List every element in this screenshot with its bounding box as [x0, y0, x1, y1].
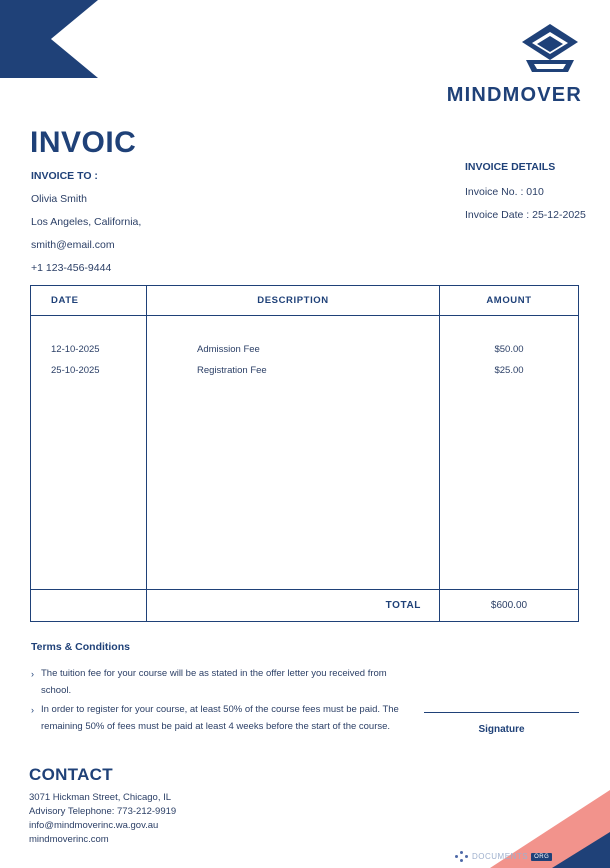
column-header-amount: AMOUNT [486, 295, 532, 306]
terms-item-text: The tuition fee for your course will be as stated in the offer letter you received from school. [41, 668, 387, 696]
contact-phone: Advisory Telephone: 773-212-9919 [29, 806, 177, 817]
invoice-number-label: Invoice No. : [465, 186, 524, 198]
dots-icon [455, 851, 468, 862]
signature-line [424, 712, 579, 713]
contact-heading: CONTACT [29, 765, 113, 784]
page-title: INVOIC [30, 126, 137, 159]
terms-and-conditions [31, 641, 401, 738]
table-row: 25-10-2025 [51, 365, 100, 376]
brand-block [447, 22, 582, 107]
signature-label: Signature [478, 724, 525, 735]
table-row: $50.00 [494, 344, 524, 355]
customer-email: smith@email.com [31, 239, 115, 251]
invoice-date-label: Invoice Date : [465, 209, 530, 221]
invoice-number-value: 010 [526, 186, 544, 198]
customer-address: Los Angeles, California, [31, 216, 142, 228]
table-row: 12-10-2025 [51, 344, 100, 355]
contact-address: 3071 Hickman Street, Chicago, IL [29, 792, 172, 803]
signature-block [424, 712, 579, 735]
customer-phone: +1 123-456-9444 [31, 262, 112, 274]
invoice-details-label: INVOICE DETAILS [465, 161, 556, 173]
invoice-to-label: INVOICE TO : [31, 170, 98, 182]
table-row: Admission Fee [197, 344, 260, 355]
contact-block [29, 765, 176, 847]
total-label: TOTAL [147, 590, 440, 621]
chevron-right-icon: › [31, 705, 34, 715]
invoice-date-value: 25-12-2025 [532, 209, 586, 221]
table-total-row [31, 590, 578, 621]
table-row: $25.00 [494, 365, 524, 376]
invoice-details-block [465, 161, 610, 232]
invoice-number-row [465, 186, 610, 198]
contact-website: mindmoverinc.com [29, 834, 109, 845]
column-header-description: DESCRIPTION [147, 286, 440, 315]
invoice-to-block [31, 170, 311, 285]
logo-mark [447, 22, 582, 78]
terms-item-text: In order to register for your course, at least 50% of the course fees must be paid. The remaining 50% of fees must be paid at least 4 weeks before the start of the course. [41, 704, 399, 732]
table-row: Registration Fee [197, 365, 267, 376]
invoice-table [30, 285, 579, 622]
terms-item [31, 702, 401, 735]
contact-email: info@mindmoverinc.wa.gov.au [29, 820, 159, 831]
top-left-corner-decoration [0, 0, 98, 78]
invoice-date-row [465, 209, 610, 221]
watermark-text: DOCUMENTS [472, 852, 529, 861]
table-column-date [31, 316, 147, 589]
total-spacer-cell [31, 590, 147, 621]
table-column-description [147, 316, 440, 589]
watermark-badge: ORG [531, 853, 552, 861]
table-body [31, 316, 578, 590]
diamond-layers-icon [518, 20, 582, 81]
customer-name: Olivia Smith [31, 193, 88, 205]
watermark [455, 851, 552, 862]
table-header-row [31, 286, 578, 316]
column-header-date: DATE [31, 286, 147, 315]
table-column-amount [440, 316, 578, 589]
chevron-right-icon: › [31, 669, 34, 679]
terms-heading: Terms & Conditions [31, 641, 130, 653]
total-value: $600.00 [490, 600, 528, 611]
brand-name: MINDMOVER [446, 84, 582, 106]
terms-item [31, 666, 401, 699]
